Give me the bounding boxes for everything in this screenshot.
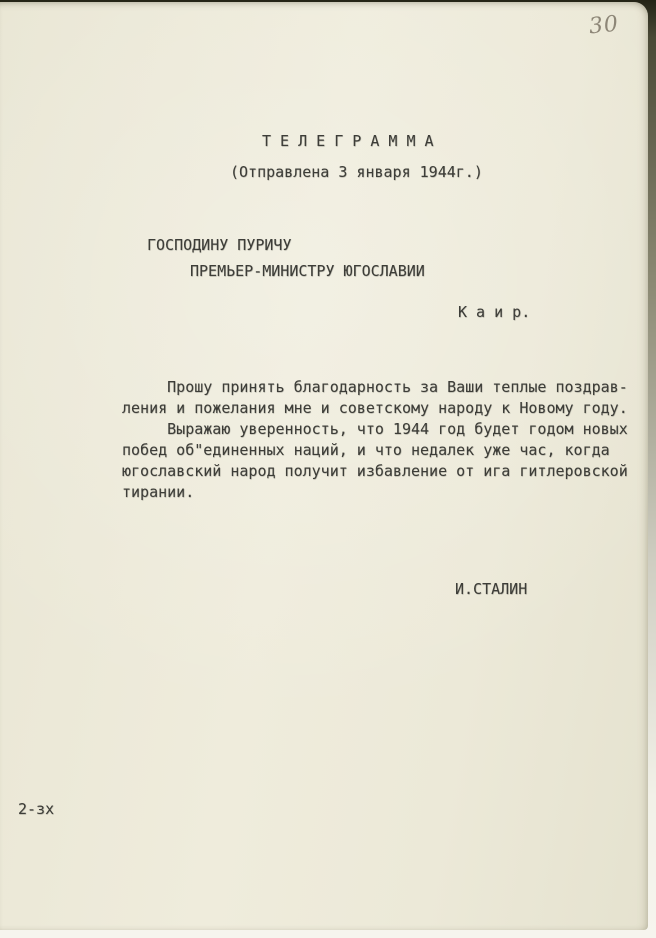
destination-city: К а и р. <box>458 303 531 321</box>
copy-count-mark: 2-зх <box>18 800 55 818</box>
telegram-sent-date-line: (Отправлена 3 января 1944г.) <box>230 163 483 181</box>
telegram-title: Т Е Л Е Г Р А М М А <box>262 132 434 150</box>
handwritten-page-number: 30 <box>587 11 621 40</box>
body-line-1: Прошу принять благодарность за Ваши теплые поздрав- <box>122 378 628 396</box>
body-line-2: ления и пожелания мне и советскому народу к Новому году. <box>122 399 628 417</box>
signature: И.СТАЛИН <box>455 580 528 598</box>
recipient-title-line: ПРЕМЬЕР-МИНИСТРУ ЮГОСЛАВИИ <box>190 262 425 280</box>
telegram-paper-sheet <box>0 2 648 930</box>
body-line-6: тирании. <box>122 483 195 501</box>
recipient-name-line: ГОСПОДИНУ ПУРИЧУ <box>147 236 292 254</box>
body-line-3: Выражаю уверенность, что 1944 год будет годом новых <box>122 420 628 438</box>
body-line-4: побед об"единенных наций, и что недалек уже час, когда <box>122 441 610 459</box>
body-line-5: югославский народ получит избавление от ига гитлеровской <box>122 462 628 480</box>
telegram-body-paragraphs <box>122 377 642 503</box>
